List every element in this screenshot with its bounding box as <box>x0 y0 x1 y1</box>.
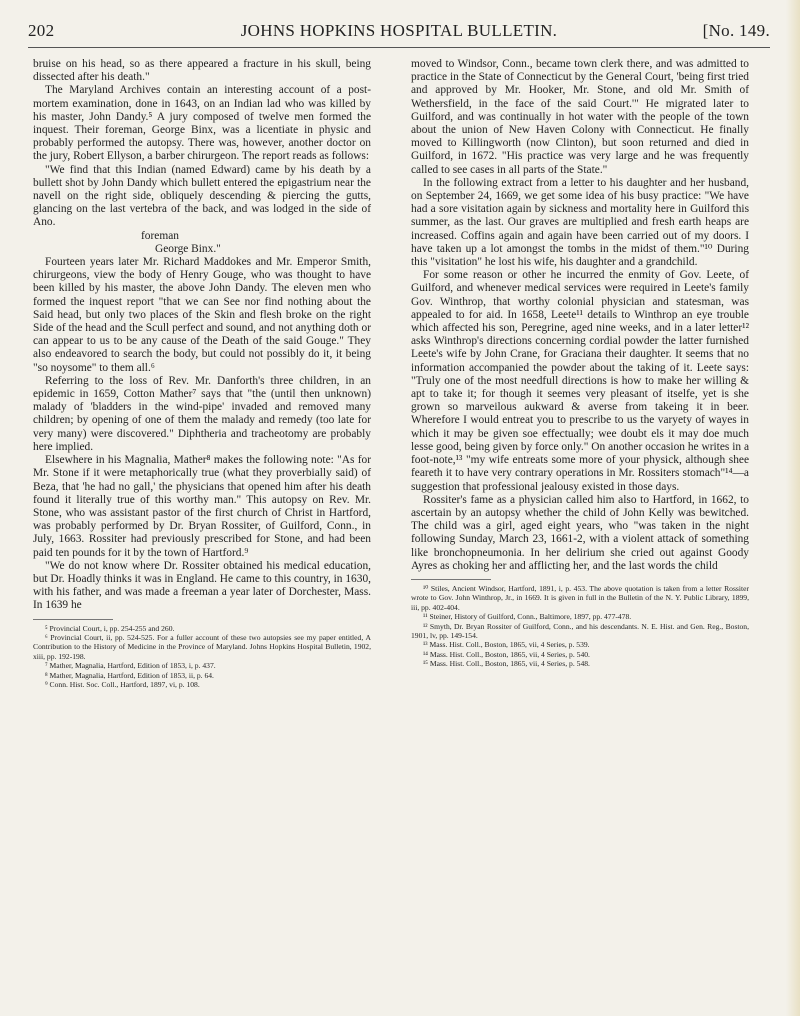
footnote: ⁷ Mather, Magnalia, Hartford, Edition of 1853, i, p. 437. <box>45 661 216 671</box>
signature-name: George Binx." <box>155 242 221 255</box>
paragraph: bruise on his head, so as there appeared a fracture in his skull, being dissected after his death." <box>33 58 371 84</box>
footnote: ¹¹ Steiner, History of Guilford, Conn., Baltimore, 1897, pp. 477-478. <box>423 612 632 622</box>
footnote: ¹² Smyth, Dr. Bryan Rossiter of Guilford, Conn., and his descendants. N. E. Hist. and Gen. Reg., Boston, 1901, lv, pp. 149-154. <box>411 621 749 640</box>
paragraph: In the following extract from a letter to his daughter and her husband, on September 24, 1669, we get some idea of his busy practice: "We have had a sore visitation again by sickness and mortality here in Guilford this summer, as the last. Our graves are multiplied and fresh earth heaps are increased. Coffins again and again have been carried out of my doors. I have taken up a lot amongst the tombs in the midst of them."¹⁰ During this "visitation" he lost his wife, his daughter and a grandchild. <box>411 176 749 269</box>
footnote: ⁸ Mather, Magnalia, Hartford, Edition of 1853, ii, p. 64. <box>45 670 214 680</box>
paragraph: The Maryland Archives contain an interesting account of a post-mortem examination, done in 1643, on an Indian lad who was killed by his master, John Dandy.⁵ A jury composed of twelve men formed the inquest. Their foreman, George Binx, was a licentiate in physic and probably performed the autopsy. There was, however, another doctor on the jury, Robert Ellyson, a barber chirurgeon. The report reads as follows: <box>33 84 371 163</box>
footnote: ¹⁴ Mass. Hist. Coll., Boston, 1865, vii, 4 Series, p. 540. <box>423 649 590 659</box>
page-edge <box>786 0 800 1016</box>
paragraph: Elsewhere in his Magnalia, Mather⁸ makes the following note: "As for Mr. Stone if it were metaphorically true (what they proverbially said) of Beza, that 'he had no gall,' the physicians that opened him after his death found it literally true of this worthy man." This autopsy on Rev. Mr. Stone, who was assistant pastor of the first church of Christ in Hartford, was probably performed by Dr. Bryan Rossiter, of Guilford, Conn., in July, 1663. Rossiter had previously prescribed for Stone, and had been paid ten pounds for it by the town of Hartford.⁹ <box>33 454 371 559</box>
left-column <box>33 58 371 689</box>
paragraph: moved to Windsor, Conn., became town clerk there, and was admitted to practice in the State of Connecticut by the General Court, 'being first tried and approved by Mr. Hooker, Mr. Stone, and old Mr. Smith of Wethersfield, in the face of the said Court.'" He migrated later to Guilford, and was continually in hot water with the people of the town about the union of New Haven Colony with Connecticut. He finally moved to Killingworth (now Clinton), but soon returned and died in Guilford, in 1672. "His practice was very large and he was frequently called to see cases in all parts of the State." <box>411 58 749 176</box>
footnote: ¹⁵ Mass. Hist. Coll., Boston, 1865, vii, 4 Series, p. 548. <box>423 659 590 669</box>
quote-paragraph: "We find that this Indian (named Edward) came by his death by a bullett shot by John Dandy which bullett entered the epigastrium near the navell on the right side, obliquely descending & piercing the gutts, glancing on the last vertebra of the back, and was lodged in the side of Ano. <box>33 163 371 229</box>
paragraph: For some reason or other he incurred the enmity of Gov. Leete, of Guilford, and whenever medical services were required in Leete's family Gov. Winthrop, that worthy colonial physician and statesman, was appealed to for aid. In 1658, Leete¹¹ details to Winthrop an eye trouble which affected his son, Peregrine, aged nine weeks, and in a later letter¹² asks Winthrop's directions concerning cordial powder the latter furnished Leete's wife by John Crane, for Graciana their daughter. It seems that no information accompanied the powder about the taking of it. Leete says: "Truly one of the most needfull directions is how to make her willing & apt to take it; for though it seemes very pleasant of itselfe, yet is she grown so marveilous aukward & averse from takeing it in beer. Wherefore I would entreat you to prescribe to us the varyety of wayes in which it may be given soe effectually; wee doubt els it may doe much lesse good, being given by force only." On another occasion he writes in a foot-note,¹³ "my wife entreats some more of your physick, although shee feareth it to have very contrary operations in Mr. Rossiters stomach"¹⁴—a suggestion that professional jealousy existed in those days. <box>411 269 749 493</box>
footnote: ⁵ Provincial Court, i, pp. 254-255 and 260. <box>45 623 175 633</box>
footnote-rule <box>33 619 113 620</box>
footnote: ¹⁰ Stiles, Ancient Windsor, Hartford, 1891, i, p. 453. The above quotation is taken from a letter Rossiter wrote to Gov. John Winthrop, Jr., in 1669. It is given in full in the Bulletin of the N. Y. Public Library, 1899, iii, pp. 402-404. <box>411 583 749 612</box>
page-number: 202 <box>28 21 55 40</box>
paragraph: Rossiter's fame as a physician called him also to Hartford, in 1662, to ascertain by an autopsy whether the child of John Kelly was bewitched. The child was a girl, aged eight years, who "was taken in the night following Sunday, March 23, 1661-2, with a violent attack of something like bronchopneumonia. In her delirium she cried out against Goody Ayres as choking her and afflicting her, and the last words the child <box>411 493 749 572</box>
footnote-rule <box>411 579 491 580</box>
running-header <box>28 21 770 47</box>
footnote: ⁹ Conn. Hist. Soc. Coll., Hartford, 1897, vi, p. 108. <box>45 679 200 689</box>
issue-number: [No. 149. <box>702 21 770 40</box>
footnote: ¹³ Mass. Hist. Coll., Boston, 1865, vii, 4 Series, p. 539. <box>423 640 590 650</box>
signature-role: foreman <box>141 229 179 242</box>
journal-title: JOHNS HOPKINS HOSPITAL BULLETIN. <box>240 21 558 40</box>
right-column <box>411 58 749 669</box>
paragraph: Fourteen years later Mr. Richard Maddokes and Mr. Emperor Smith, chirurgeons, view the body of Henry Gouge, who was thought to have been killed by his master, the above John Dandy. The eleven men who formed the inquest report "that we can See nor find nothing about the Said head, but only two places of the Skin and flesh broke on the right Side of the head and the Scull perfect and sound, and not anything doth or can appear to us to be any cause of the Death of the said Gouge." They also endeavored to search the body, but could not possibly do it, it being "so noysome" to them all.⁶ <box>33 256 371 374</box>
paragraph: Referring to the loss of Rev. Mr. Danforth's three children, in an epidemic in 1659, Cotton Mather⁷ says that "the (until then unknown) malady of 'bladders in the wind-pipe' invaded and removed many children; by opening of one of them the malady and remedy (too late for very many) were discovered." Diphtheria and tracheotomy are probably here implied. <box>33 374 371 453</box>
header-rule <box>28 47 770 48</box>
footnote: ⁶ Provincial Court, ii, pp. 524-525. For a fuller account of these two autopsies see my paper entitled, A Contribution to the History of Medicine in the Province of Maryland. Johns Hopkins Hospital Bulletin, 1902, xiii, pp. 192-198. <box>33 632 371 661</box>
paragraph: "We do not know where Dr. Rossiter obtained his medical education, but Dr. Hoadly thinks it was in England. He came to this country, in 1630, with his father, and was made a freeman a year later of Dorchester, Mass. In 1639 he <box>33 559 371 612</box>
